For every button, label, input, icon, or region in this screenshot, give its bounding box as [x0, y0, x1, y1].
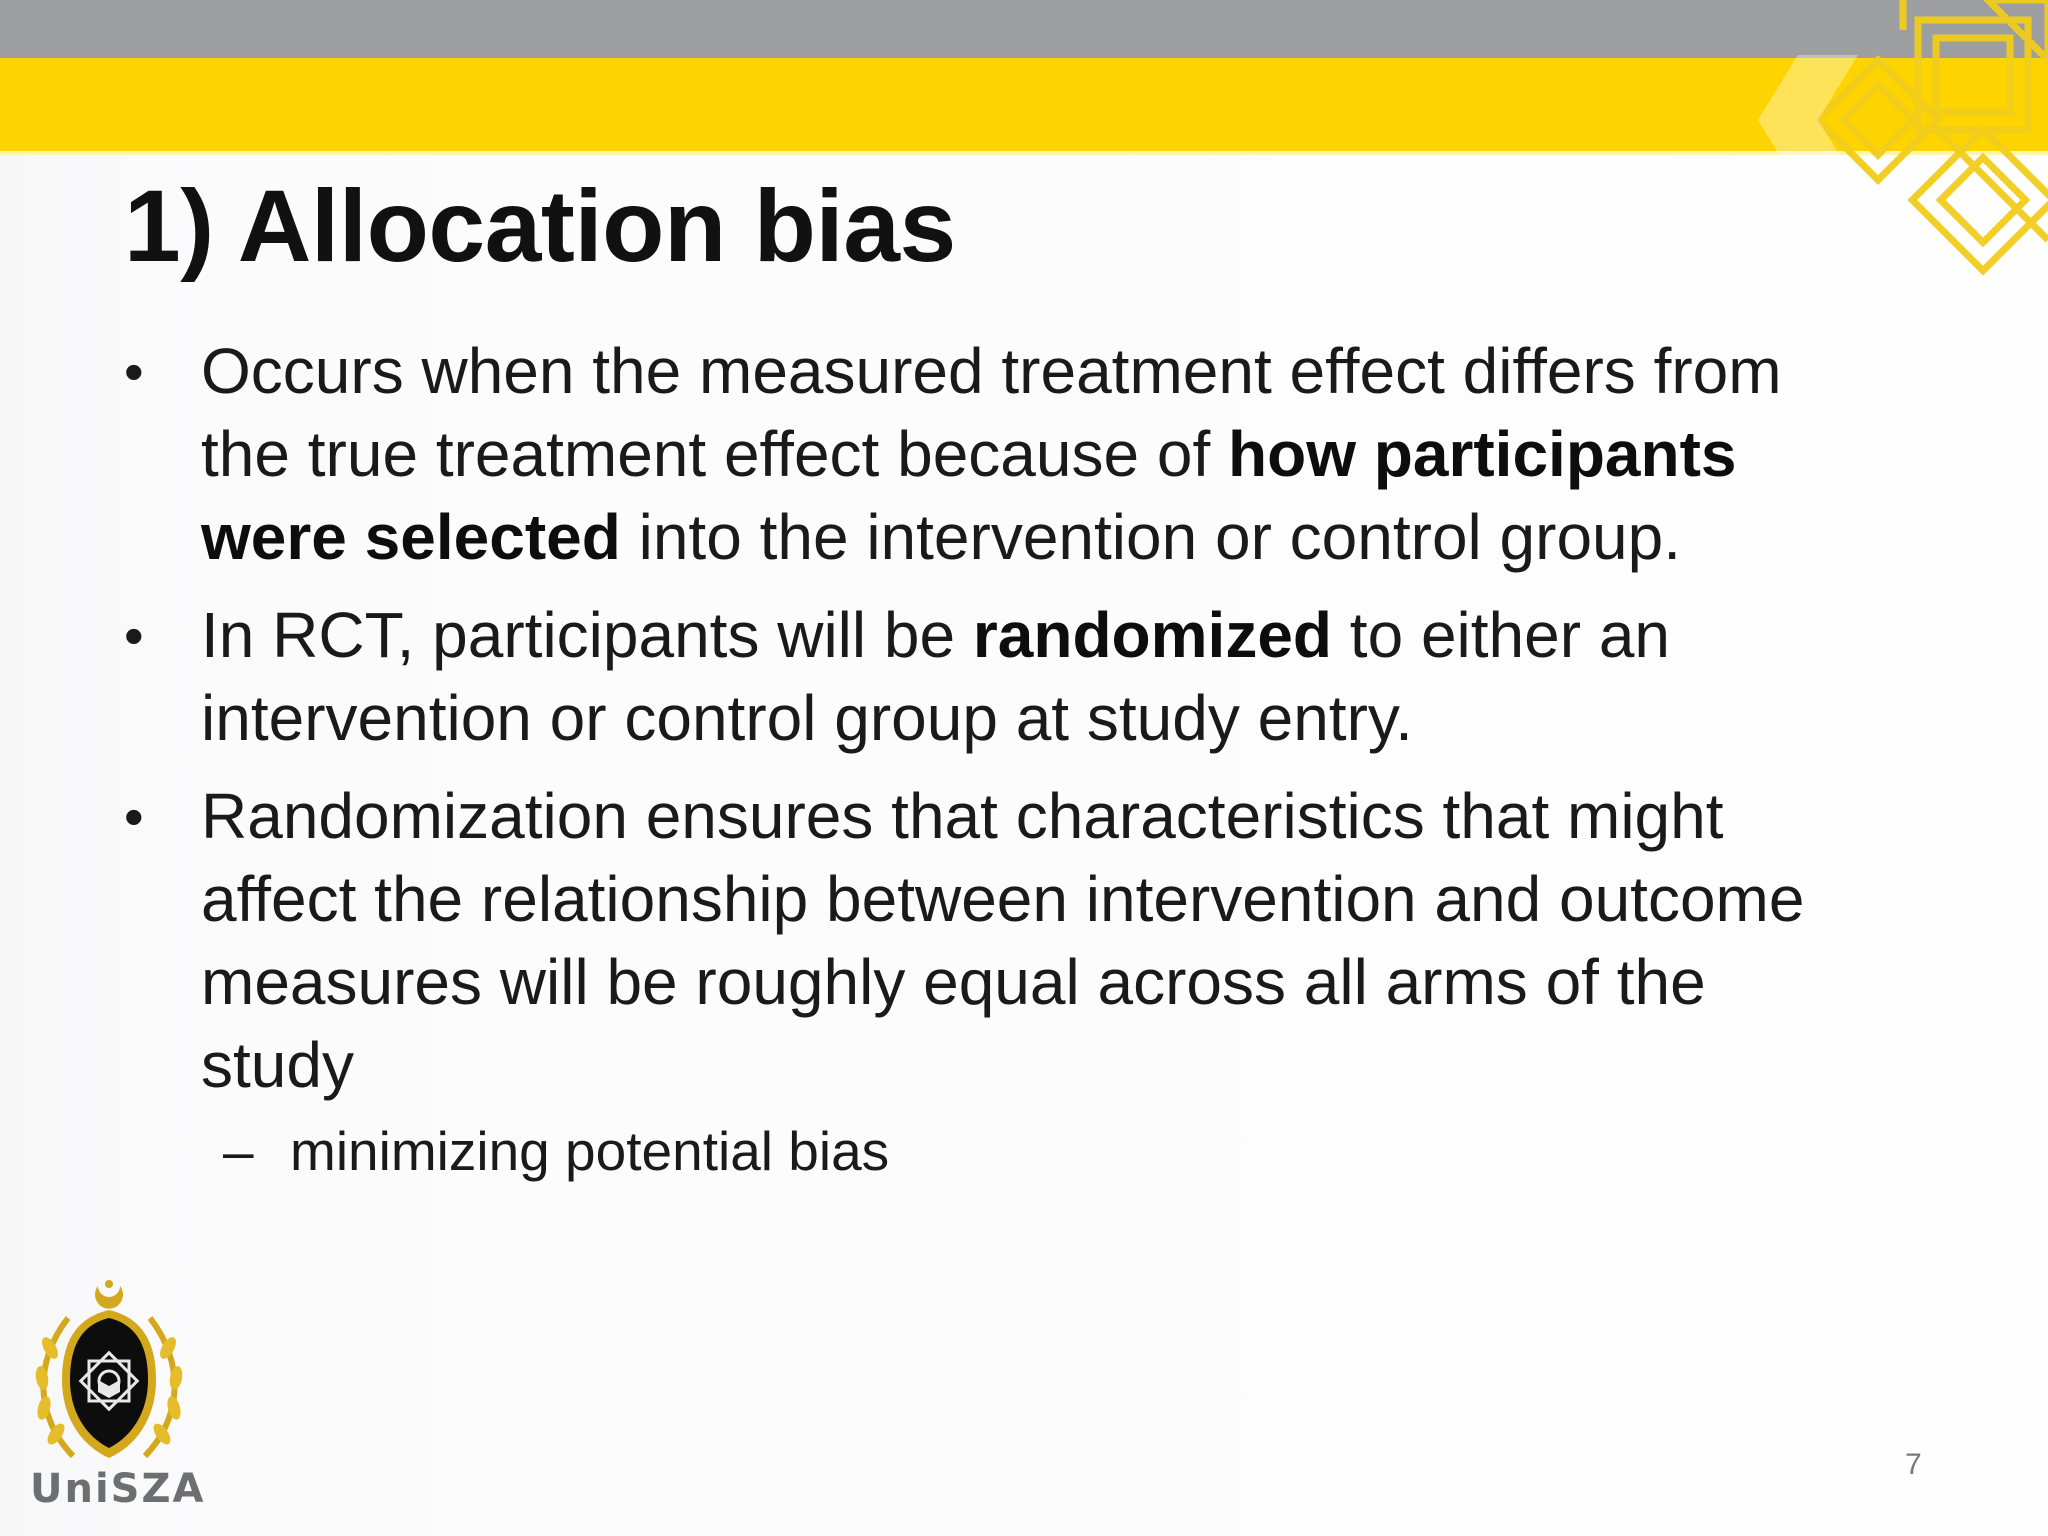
bullet-text: measures will be roughly equal across all arms of the — [201, 946, 1706, 1018]
bullet-line — [201, 775, 1944, 858]
bullet-line — [201, 941, 1944, 1024]
bullet-line — [201, 677, 1944, 760]
sub-bullet-marker: – — [223, 1120, 254, 1182]
bullet-line — [201, 496, 1944, 579]
bullet-item — [124, 594, 1944, 760]
bullet-line — [201, 594, 1944, 677]
bullet-list — [124, 330, 1944, 1186]
bullet-text: affect the relationship between intervention and outcome — [201, 863, 1805, 935]
bullet-text: In RCT, participants will be — [201, 599, 973, 671]
bullet-text: the true treatment effect because of — [201, 418, 1228, 490]
bullet-line — [201, 413, 1944, 496]
bullet-emphasis: randomized — [972, 599, 1332, 671]
bullet-item — [124, 330, 1944, 579]
bullet-text: into the intervention or control group. — [620, 501, 1681, 573]
logo-text: UniSZA — [30, 1466, 206, 1512]
bullet-line — [201, 858, 1944, 941]
bullet-text: Occurs when the measured treatment effect differs from — [201, 335, 1782, 407]
sub-bullet-text: minimizing potential bias — [290, 1120, 890, 1182]
bullet-item — [124, 775, 1944, 1107]
ornament-icon — [1688, 0, 2048, 330]
page-number: 7 — [1905, 1448, 1922, 1481]
bullet-marker: • — [124, 604, 144, 667]
bullet-marker: • — [124, 785, 144, 848]
bullet-line — [201, 1024, 1944, 1107]
bullet-text: study — [201, 1029, 354, 1101]
sub-bullet-item — [124, 1116, 1944, 1186]
bullet-text: to either an — [1332, 599, 1670, 671]
slide-title: 1) Allocation bias — [124, 169, 956, 283]
bullet-emphasis: were selected — [201, 501, 621, 573]
bullet-emphasis: how participants — [1228, 418, 1737, 490]
bullet-text: intervention or control group at study entry. — [201, 682, 1413, 754]
bullet-marker: • — [124, 340, 144, 403]
bullet-text: Randomization ensures that characteristics that might — [201, 780, 1724, 852]
bullet-line — [201, 330, 1944, 413]
